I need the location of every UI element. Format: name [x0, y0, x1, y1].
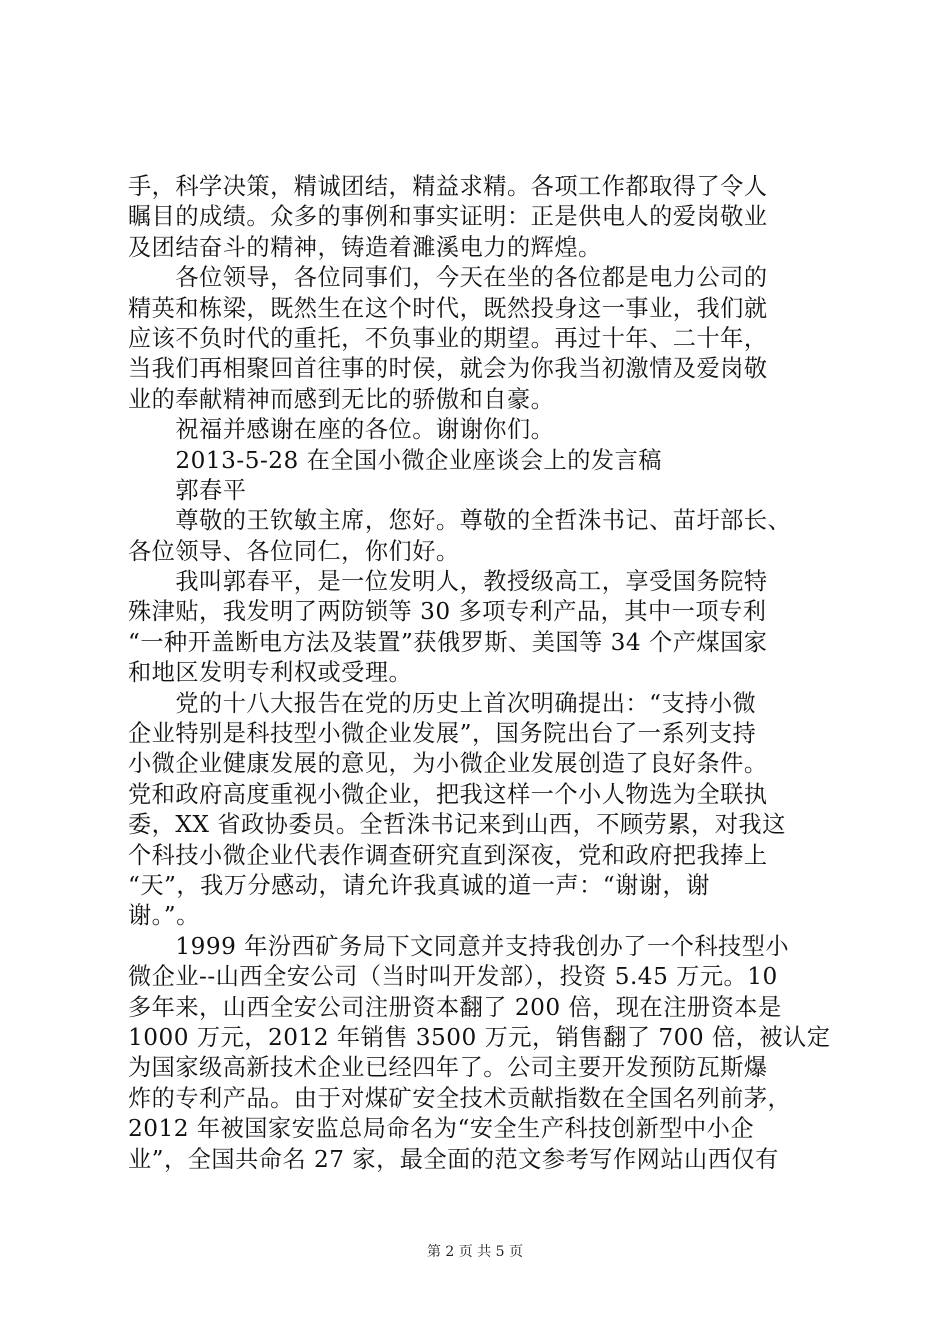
text-line: 手，科学决策，精诚团结，精益求精。各项工作都取得了令人: [128, 173, 768, 200]
text-line: 祝福并感谢在座的各位。谢谢你们。: [128, 416, 555, 444]
document-body: [128, 172, 848, 1175]
text-line: 党的十八大报告在党的历史上首次明确提出：“支持小微: [128, 689, 757, 717]
text-line: 各位领导、各位同仁，你们好。: [128, 537, 460, 565]
text-line: 为国家级高新技术企业已经四年了。公司主要开发预防瓦斯爆: [128, 1054, 768, 1082]
text-line: 我叫郭春平，是一位发明人，教授级高工，享受国务院特: [128, 568, 768, 596]
author-name: 郭春平: [128, 476, 247, 504]
text-line: 当我们再相聚回首往事的时侯，就会为你我当初激情及爱岗敬: [128, 355, 768, 383]
text-line: 炸的专利产品。由于对煤矿安全技术贡献指数在全国名列前茅，: [128, 1084, 792, 1112]
text-line: 业的奉献精神而感到无比的骄傲和自豪。: [128, 385, 555, 413]
text-line: 瞩目的成绩。众多的事例和事实证明：正是供电人的爱岗敬业: [128, 203, 768, 231]
text-line: 微企业--山西全安公司（当时叫开发部），投资 5.45 万元。10: [128, 963, 778, 991]
text-line: 2012 年被国家安监总局命名为“安全生产科技创新型中小企: [128, 1115, 755, 1143]
text-line: 企业特别是科技型小微企业发展”，国务院出台了一系列支持: [128, 720, 757, 748]
text-line: 精英和栋梁，既然生在这个时代，既然投身这一事业，我们就: [128, 294, 768, 322]
text-line: “天”，我万分感动，请允许我真诚的道一声：“谢谢，谢: [128, 871, 710, 899]
text-line: 个科技小微企业代表作调查研究直到深夜，党和政府把我捧上: [128, 841, 768, 869]
text-line: 和地区发明专利权或受理。: [128, 659, 413, 687]
text-line: 多年来，山西全安公司注册资本翻了 200 倍，现在注册资本是: [128, 993, 782, 1021]
document-title: 2013-5-28 在全国小微企业座谈会上的发言稿: [128, 446, 662, 474]
page-number-footer: 第 2 页 共 5 页: [426, 1244, 524, 1260]
text-line: “一种开盖断电方法及装置”获俄罗斯、美国等 34 个产煤国家: [128, 628, 768, 656]
text-line: 小微企业健康发展的意见，为小微企业发展创造了良好条件。: [128, 750, 768, 778]
text-line: 1999 年汾西矿务局下文同意并支持我创办了一个科技型小: [128, 932, 790, 960]
text-line: 党和政府高度重视小微企业，把我这样一个小人物选为全联执: [128, 780, 768, 808]
text-line: 委，XX 省政协委员。全哲洙书记来到山西，不顾劳累，对我这: [128, 811, 786, 839]
text-line: 各位领导，各位同事们，今天在坐的各位都是电力公司的: [128, 264, 768, 292]
text-line: 尊敬的王钦敏主席，您好。尊敬的全哲洙书记、苗圩部长、: [128, 507, 792, 535]
text-line: 及团结奋斗的精神，铸造着濉溪电力的辉煌。: [128, 233, 602, 261]
text-line: 谢。”。: [128, 902, 200, 930]
text-line: 应该不负时代的重托，不负事业的期望。再过十年、二十年，: [128, 324, 768, 352]
text-line: 业”，全国共命名 27 家，最全面的范文参考写作网站山西仅有: [128, 1145, 779, 1173]
text-line: 1000 万元，2012 年销售 3500 万元，销售翻了 700 倍，被认定: [128, 1023, 831, 1051]
text-line: 殊津贴，我发明了两防锁等 30 多项专利产品，其中一项专利: [128, 598, 767, 626]
